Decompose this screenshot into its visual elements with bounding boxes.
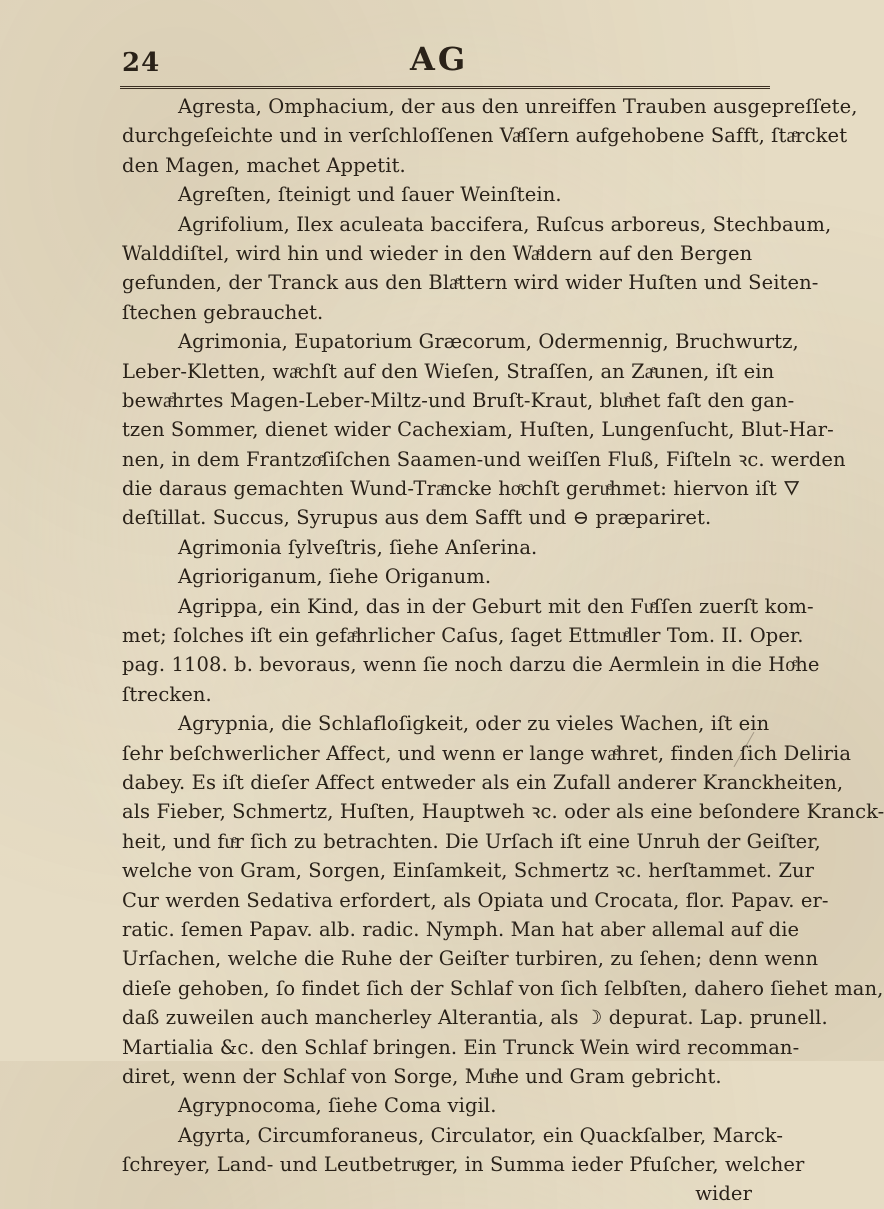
text-line: durchgeſeichte und in verſchloſſenen Vaͤſſern aufgehobene Safft, ſtaͤrcket bbox=[122, 124, 848, 148]
text-line: Cur werden Sedativa erfordert, als Opiata und Crocata, flor. Papav. er- bbox=[122, 888, 829, 912]
page-number: 24 bbox=[122, 48, 161, 78]
section-heading: AG bbox=[410, 40, 469, 78]
entry-first-line: Agresta, Omphacium, der aus den unreiffen Trauben ausgepreſſete, bbox=[178, 95, 858, 118]
entry-first-line: Agrioriganum, ſiehe Origanum. bbox=[178, 565, 492, 589]
text-line: deſtillat. Succus, Syrupus aus dem Safft und ⊖ præpariret. bbox=[122, 506, 712, 530]
text-line: pag. 1108. b. bevoraus, wenn ſie noch darzu die Aermlein in die Hoͤhe bbox=[122, 653, 820, 677]
entry-first-line: Agrypnocoma, ſiehe Coma vigil. bbox=[178, 1094, 497, 1118]
text-line: Martialia &c. den Schlaf bringen. Ein Trunck Wein wird recomman- bbox=[122, 1035, 800, 1059]
text-line: daß zuweilen auch mancherley Alterantia, als ☽ depurat. Lap. prunell. bbox=[122, 1006, 828, 1030]
text-line: die daraus gemachten Wund-Traͤncke hoͤchſt geruͤhmet: hiervon iſt 🜄 bbox=[122, 477, 801, 501]
text-line: als Fieber, Schmertz, Huſten, Hauptweh ꝛc. oder als eine beſondere Kranck- bbox=[122, 800, 884, 824]
text-line: nen, in dem Frantzoͤſiſchen Saamen-und weiſſen Fluß, Fiſteln ꝛc. werden bbox=[122, 447, 846, 471]
text-line: heit, und fuͤr ſich zu betrachten. Die Urſach iſt eine Unruh der Geiſter, bbox=[122, 829, 821, 853]
text-line: Walddiſtel, wird hin und wieder in den Waͤldern auf den Bergen bbox=[122, 241, 753, 265]
text-line: dabey. Es iſt dieſer Affect entweder als ein Zufall anderer Kranckheiten, bbox=[122, 770, 844, 794]
text-line: den Magen, machet Appetit. bbox=[122, 153, 406, 177]
entry-first-line: Agrimonia ſylveſtris, ſiehe Anſerina. bbox=[178, 535, 538, 559]
text-line: diret, wenn der Schlaf von Sorge, Muͤhe und Gram gebricht. bbox=[122, 1064, 722, 1088]
text-line: welche von Gram, Sorgen, Einſamkeit, Schmertz ꝛc. herſtammet. Zur bbox=[122, 859, 815, 883]
entry-first-line: Agrimonia, Eupatorium Græcorum, Odermennig, Bruchwurtz, bbox=[178, 330, 799, 354]
text-line: bewaͤhrtes Magen-Leber-Miltz-und Bruſt-Kraut, bluͤhet faſt den gan- bbox=[122, 388, 795, 412]
entry-first-line: Agyrta, Circumforaneus, Circulator, ein Quackſalber, Marck- bbox=[178, 1123, 784, 1147]
text-line: met; ſolches iſt ein gefaͤhrlicher Caſus, ſaget Ettmuͤller Tom. II. Oper. bbox=[122, 624, 804, 648]
text-line: ſtechen gebrauchet. bbox=[122, 300, 324, 324]
text-line: tzen Sommer, dienet wider Cachexiam, Huſten, Lungenſucht, Blut-Har- bbox=[122, 418, 834, 442]
text-line: dieſe gehoben, ſo findet ſich der Schlaf von ſich ſelbſten, dahero ſiehet man, bbox=[122, 976, 884, 1000]
text-line: ratic. ſemen Papav. alb. radic. Nymph. Man hat aber allemal auf die bbox=[122, 917, 800, 941]
entry-first-line: Agrifolium, Ilex aculeata baccifera, Ruſcus arboreus, Stechbaum, bbox=[178, 212, 832, 236]
header-rule bbox=[120, 86, 770, 89]
dictionary-text bbox=[122, 92, 884, 1209]
page-header bbox=[110, 40, 770, 80]
text-line: Leber-Kletten, waͤchſt auf den Wieſen, Straſſen, an Zaͤunen, iſt ein bbox=[122, 359, 775, 383]
text-line: Urſachen, welche die Ruhe der Geiſter turbiren, zu ſehen; denn wenn bbox=[122, 947, 819, 971]
entry-first-line: Agreſten, ſteinigt und ſauer Weinſtein. bbox=[178, 183, 562, 207]
text-line: ſehr beſchwerlicher Affect, und wenn er lange waͤhret, finden ſich Deliria bbox=[122, 741, 852, 765]
text-line: ſchreyer, Land- und Leutbetruͤger, in Summa ieder Pfuſcher, welcher bbox=[122, 1153, 805, 1177]
entry-first-line: Agrypnia, die Schlafloſigkeit, oder zu vieles Wachen, iſt ein bbox=[178, 712, 770, 736]
catchword: wider bbox=[695, 1182, 752, 1206]
text-line: gefunden, der Tranck aus den Blaͤttern wird wider Huſten und Seiten- bbox=[122, 271, 819, 295]
entry-first-line: Agrippa, ein Kind, das in der Geburt mit den Fuͤſſen zuerſt kom- bbox=[178, 594, 814, 618]
text-line: ſtrecken. bbox=[122, 682, 212, 706]
